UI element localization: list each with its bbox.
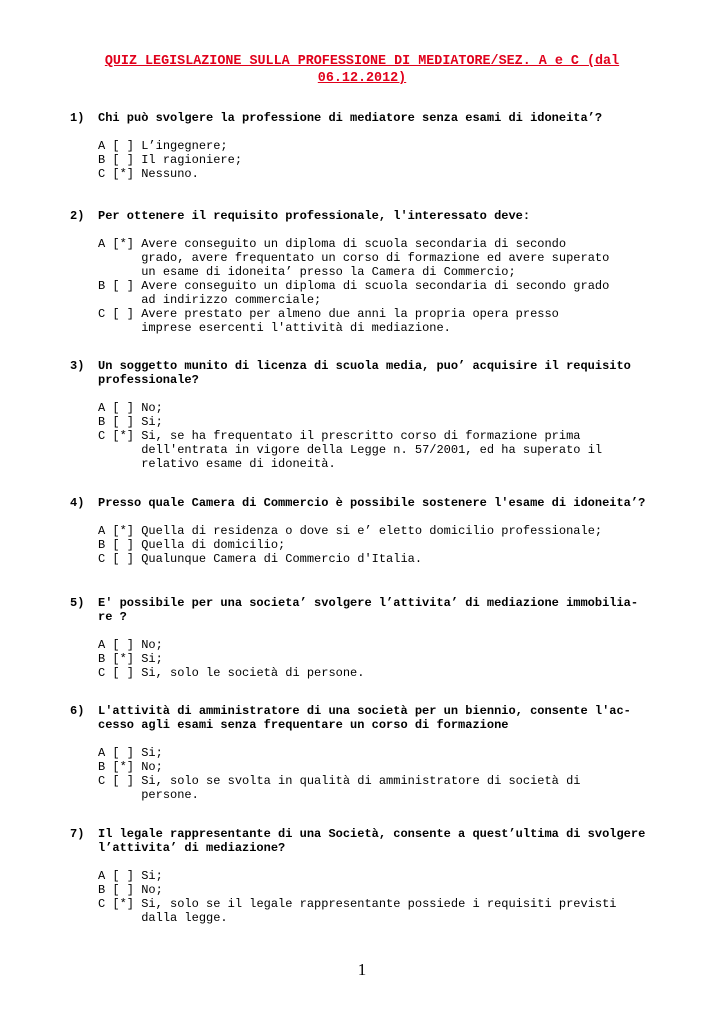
question-text: Il legale rappresentante di una Società, consente a quest’ultima di svolgere l’attivita’ di mediazione? (98, 827, 646, 855)
answer-option (98, 429, 660, 471)
question-number: 6) (70, 704, 85, 718)
question-number: 4) (70, 496, 85, 510)
question-number: 3) (70, 359, 85, 373)
answer-marker: A [ ] (98, 638, 142, 652)
answer-text: Il ragioniere; (141, 153, 243, 167)
answer-option (98, 760, 660, 774)
answer-option (98, 237, 660, 279)
answer-list (98, 746, 660, 802)
question-block (70, 496, 660, 566)
question-block (70, 209, 660, 335)
answer-option (98, 167, 660, 181)
answer-text: Si, solo le società di persone. (141, 666, 365, 680)
question-block (70, 111, 660, 181)
question-block (70, 359, 660, 471)
answer-text: Nessuno. (141, 167, 199, 181)
question-block (70, 827, 660, 925)
answer-list (98, 869, 660, 925)
answer-option (98, 307, 660, 335)
answer-text: No; (141, 883, 163, 897)
answer-text: Si; (141, 746, 163, 760)
answer-marker: A [ ] (98, 139, 142, 153)
answer-text: No; (141, 638, 163, 652)
answer-text: L’ingegnere; (141, 139, 228, 153)
answer-marker: B [ ] (98, 415, 142, 429)
answer-list (98, 524, 660, 566)
question-header (70, 359, 660, 387)
question-number: 5) (70, 596, 85, 610)
answer-option (98, 652, 660, 666)
answer-list (98, 139, 660, 181)
answer-text: Avere conseguito un diploma di scuola secondaria di secondo grado, avere frequentato un corso di formazione ed avere superato un esame di idoneita’ presso la Camera di Commercio; (141, 237, 610, 279)
answer-text: Si, solo se il legale rappresentante possiede i requisiti previsti dalla legge. (141, 897, 617, 925)
answer-text: No; (141, 760, 163, 774)
answer-option (98, 139, 660, 153)
answer-marker: C [ ] (98, 552, 142, 566)
question-block (70, 704, 660, 802)
question-text: Chi può svolgere la professione di mediatore senza esami di idoneita’? (98, 111, 603, 125)
answer-option (98, 774, 660, 802)
answer-text: Avere prestato per almeno due anni la propria opera presso imprese esercenti l'attività di mediazione. (141, 307, 559, 335)
answer-text: Qualunque Camera di Commercio d'Italia. (141, 552, 423, 566)
answer-text: Si, solo se svolta in qualità di amministratore di società di persone. (141, 774, 581, 802)
answer-option (98, 883, 660, 897)
document-title (0, 53, 724, 87)
answer-text: Si; (141, 652, 163, 666)
answer-text: Quella di residenza o dove si e’ eletto domicilio professionale; (141, 524, 603, 538)
title-line-1: QUIZ LEGISLAZIONE SULLA PROFESSIONE DI MEDIATORE/SEZ. A e C (dal (104, 54, 620, 69)
answer-marker: B [ ] (98, 279, 142, 293)
question-header (70, 827, 660, 855)
answer-text: No; (141, 401, 163, 415)
question-block (70, 596, 660, 680)
question-header (70, 209, 660, 223)
answer-option (98, 538, 660, 552)
question-number: 2) (70, 209, 85, 223)
question-header (70, 704, 660, 732)
answer-marker: A [ ] (98, 401, 142, 415)
answer-marker: A [*] (98, 524, 142, 538)
answer-marker: C [ ] (98, 666, 142, 680)
answer-option (98, 666, 660, 680)
question-header (70, 496, 660, 510)
question-text: L'attività di amministratore di una società per un biennio, consente l'ac- cesso agli esami senza frequentare un corso di formazione (98, 704, 631, 732)
answer-marker: A [ ] (98, 869, 142, 883)
question-number: 7) (70, 827, 85, 841)
answer-text: Avere conseguito un diploma di scuola secondaria di secondo grado ad indirizzo commerciale; (141, 279, 610, 307)
answer-text: Si, se ha frequentato il prescritto corso di formazione prima dell'entrata in vigore della Legge n. 57/2001, ed ha superato il relativo esame di idoneità. (141, 429, 603, 471)
page-number: 1 (357, 960, 367, 979)
answer-option (98, 746, 660, 760)
answer-option (98, 279, 660, 307)
answer-option (98, 153, 660, 167)
answer-option (98, 401, 660, 415)
answer-marker: B [ ] (98, 153, 142, 167)
answer-marker: B [ ] (98, 883, 142, 897)
answer-marker: C [*] (98, 167, 142, 181)
answer-marker: B [ ] (98, 538, 142, 552)
answer-option (98, 552, 660, 566)
answer-option (98, 638, 660, 652)
answer-option (98, 897, 660, 925)
answer-option (98, 524, 660, 538)
answer-marker: A [ ] (98, 746, 142, 760)
answer-marker: B [*] (98, 652, 142, 666)
answer-marker: A [*] (98, 237, 142, 251)
answer-marker: C [*] (98, 897, 142, 911)
answer-marker: C [ ] (98, 774, 142, 788)
question-text: Presso quale Camera di Commercio è possibile sostenere l'esame di idoneita’? (98, 496, 646, 510)
title-line-2: 06.12.2012) (317, 71, 407, 86)
question-text: Per ottenere il requisito professionale, l'interessato deve: (98, 209, 531, 223)
answer-marker: C [*] (98, 429, 142, 443)
question-number: 1) (70, 111, 85, 125)
answer-option (98, 869, 660, 883)
answer-text: Si; (141, 869, 163, 883)
question-text: E' possibile per una societa’ svolgere l’attivita’ di mediazione immobilia- re ? (98, 596, 639, 624)
answer-option (98, 415, 660, 429)
question-header (70, 111, 660, 125)
question-header (70, 596, 660, 624)
answer-marker: C [ ] (98, 307, 142, 321)
answer-list (98, 401, 660, 471)
question-text: Un soggetto munito di licenza di scuola media, puo’ acquisire il requisito professionale? (98, 359, 631, 387)
answer-text: Quella di domicilio; (141, 538, 286, 552)
answer-text: Si; (141, 415, 163, 429)
answer-list (98, 638, 660, 680)
answer-marker: B [*] (98, 760, 142, 774)
answer-list (98, 237, 660, 335)
